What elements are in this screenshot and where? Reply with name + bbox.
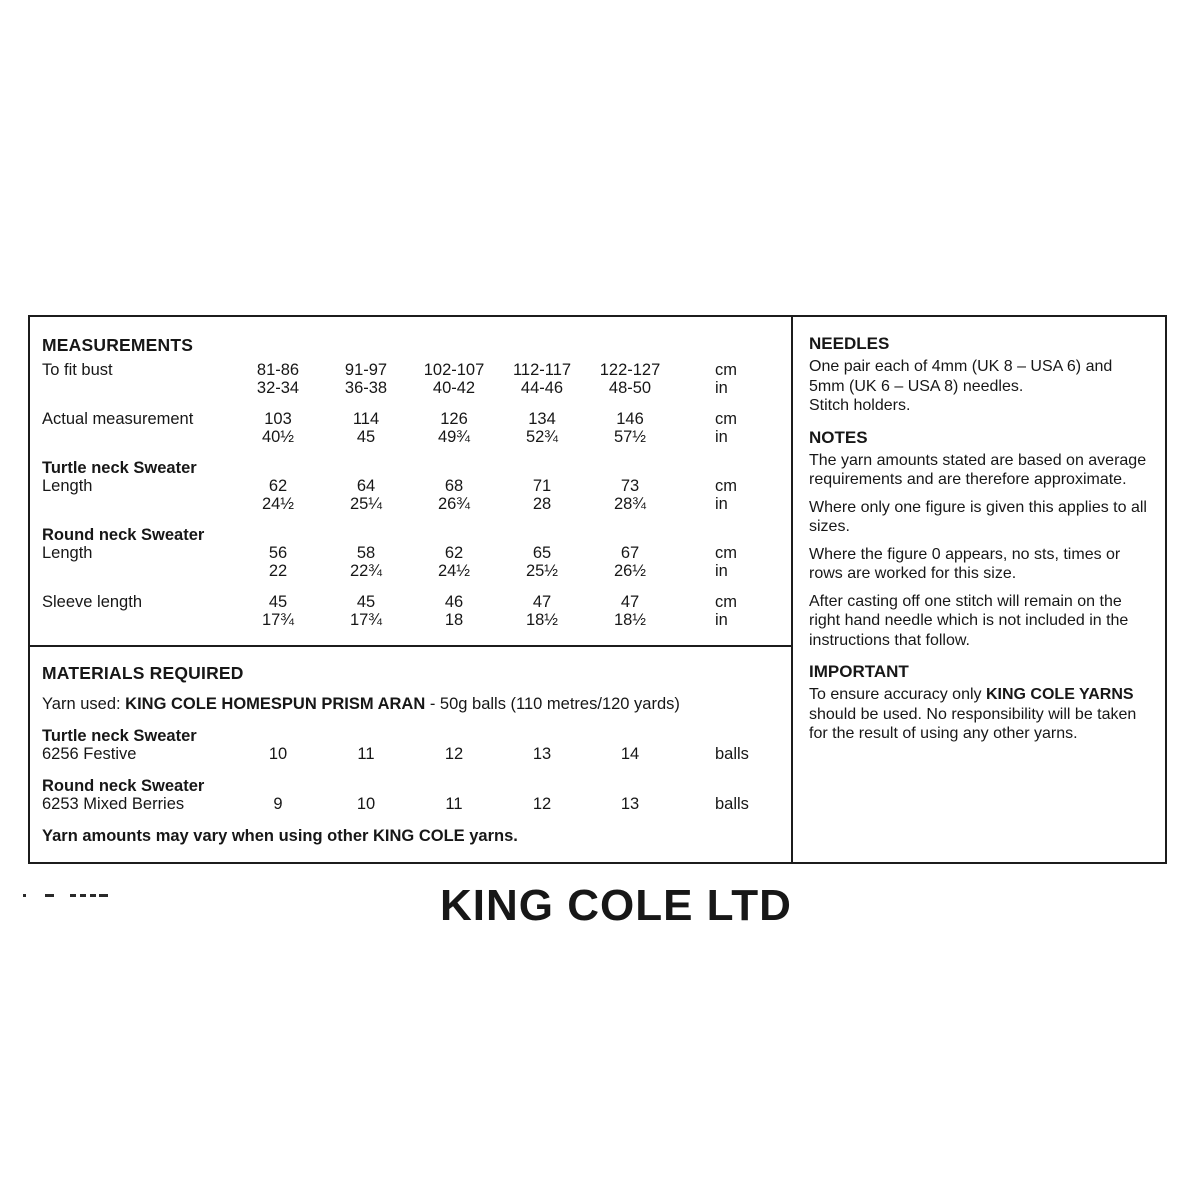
balls-value: 11: [445, 795, 463, 813]
size-value: 57½: [613, 428, 647, 446]
size-value: 45: [356, 428, 376, 446]
size-value: 65: [532, 544, 552, 562]
size-value: 28¾: [613, 495, 647, 513]
right-column: [793, 317, 1165, 862]
item-group-label: Round neck Sweater: [42, 777, 205, 795]
size-value: 45: [356, 593, 376, 611]
row-group-label: Round neck Sweater: [42, 526, 205, 544]
row-label: To fit bust: [42, 361, 113, 379]
size-value: 62: [268, 477, 288, 495]
materials-section: [30, 647, 791, 862]
balls-value: 10: [356, 795, 376, 813]
yarn-used-suffix: - 50g balls (110 metres/120 yards): [425, 695, 680, 713]
balls-value: 10: [268, 745, 288, 763]
info-box: [28, 315, 1167, 864]
important-title: IMPORTANT: [809, 662, 909, 681]
size-value: 40½: [261, 428, 295, 446]
left-column: [30, 317, 793, 862]
size-value: 68: [444, 477, 464, 495]
size-value: 45: [268, 593, 288, 611]
yarn-used-line: [42, 695, 791, 713]
balls-value: 13: [532, 745, 552, 763]
size-value: 25½: [525, 562, 559, 580]
size-value: 67: [620, 544, 640, 562]
size-value: 22¾: [349, 562, 383, 580]
size-value: 56: [268, 544, 288, 562]
size-value: 73: [620, 477, 640, 495]
yarn-name: KING COLE HOMESPUN PRISM ARAN: [125, 695, 426, 713]
notes-paragraph: After casting off one stitch will remain on the right hand needle which is not included in the instructions that follow.: [809, 592, 1129, 649]
size-value: 47: [620, 593, 640, 611]
row-label: Length: [42, 477, 93, 495]
item-group-label: Turtle neck Sweater: [42, 727, 197, 745]
row-label: Length: [42, 544, 93, 562]
unit-in: in: [715, 379, 728, 397]
unit-balls: balls: [715, 795, 749, 813]
size-value: 46: [444, 593, 464, 611]
measurements-section: [30, 317, 791, 647]
measurement-row-to-fit-bust: [42, 361, 791, 397]
unit-in: in: [715, 495, 728, 513]
important-paragraph: To ensure accuracy only KING COLE YARNS should be used. No responsibility will be taken for the result of using any other yarns.: [809, 686, 1137, 742]
size-value: 17¾: [261, 611, 295, 629]
size-value: 122-127: [599, 361, 661, 379]
unit-cm: cm: [715, 593, 737, 611]
unit-cm: cm: [715, 361, 737, 379]
size-value: 47: [532, 593, 552, 611]
size-value: 24½: [261, 495, 295, 513]
size-value: 28: [532, 495, 552, 513]
row-label: Sleeve length: [42, 593, 142, 611]
size-value: 40-42: [432, 379, 476, 397]
size-value: 102-107: [423, 361, 485, 379]
measurement-row-turtle-length: [42, 459, 791, 513]
size-value: 112-117: [512, 361, 572, 379]
balls-value: 12: [444, 745, 464, 763]
shade-label: 6256 Festive: [42, 745, 137, 763]
size-value: 18½: [525, 611, 559, 629]
needles-text: One pair each of 4mm (UK 8 – USA 6) and 5mm (UK 6 – USA 8) needles.: [809, 358, 1113, 395]
yarn-used-prefix: Yarn used:: [42, 695, 126, 713]
balls-value: 9: [273, 795, 283, 813]
size-value: 25¼: [349, 495, 383, 513]
size-value: 114: [352, 410, 380, 428]
size-value: 71: [532, 477, 552, 495]
balls-value: 12: [532, 795, 552, 813]
important-brand-text: KING COLE YARNS: [985, 686, 1134, 703]
materials-item-round: [42, 777, 791, 813]
unit-cm: cm: [715, 544, 737, 562]
size-value: 44-46: [520, 379, 564, 397]
size-value: 64: [356, 477, 376, 495]
notes-paragraph: Where only one figure is given this applies to all sizes.: [809, 498, 1147, 535]
row-label: Actual measurement: [42, 410, 194, 428]
balls-value: 14: [620, 745, 640, 763]
size-value: 52¾: [525, 428, 559, 446]
measurement-row-sleeve: [42, 593, 791, 629]
size-value: 18½: [613, 611, 647, 629]
unit-cm: cm: [715, 410, 737, 428]
balls-value: 11: [357, 745, 375, 763]
notes-paragraph: The yarn amounts stated are based on average requirements and are therefore approximate.: [809, 451, 1147, 488]
size-value: 62: [444, 544, 464, 562]
size-value: 103: [264, 410, 292, 428]
yarn-variance-note: Yarn amounts may vary when using other KING COLE yarns.: [42, 827, 518, 845]
footer-left-fragment: [22, 894, 222, 899]
footer-brand-clipped: KING COLE LTD: [440, 881, 792, 930]
unit-balls: balls: [715, 745, 749, 763]
balls-value: 13: [620, 795, 640, 813]
stitch-holders-text: Stitch holders.: [809, 397, 911, 414]
notes-title: NOTES: [809, 427, 868, 447]
notes-paragraph: Where the figure 0 appears, no sts, times or rows are worked for this size.: [809, 545, 1121, 582]
size-value: 26¾: [437, 495, 471, 513]
measurement-row-round-length: [42, 526, 791, 580]
size-value: 24½: [437, 562, 471, 580]
size-value: 49¾: [437, 428, 471, 446]
size-value: 17¾: [349, 611, 383, 629]
size-value: 134: [528, 410, 556, 428]
measurements-title: MEASUREMENTS: [42, 335, 194, 355]
shade-label: 6253 Mixed Berries: [42, 795, 185, 813]
size-value: 18: [444, 611, 464, 629]
materials-title: MATERIALS REQUIRED: [42, 663, 244, 683]
size-value: 36-38: [344, 379, 388, 397]
unit-cm: cm: [715, 477, 737, 495]
unit-in: in: [715, 562, 728, 580]
size-value: 81-86: [256, 361, 300, 379]
size-value: 58: [356, 544, 376, 562]
materials-item-turtle: [42, 727, 791, 763]
size-value: 26½: [613, 562, 647, 580]
measurement-row-actual: [42, 410, 791, 446]
size-value: 32-34: [256, 379, 300, 397]
unit-in: in: [715, 428, 728, 446]
size-value: 126: [440, 410, 468, 428]
unit-in: in: [715, 611, 728, 629]
size-value: 146: [616, 410, 644, 428]
row-group-label: Turtle neck Sweater: [42, 459, 197, 477]
size-value: 22: [268, 562, 288, 580]
needles-title: NEEDLES: [809, 334, 890, 353]
size-value: 48-50: [608, 379, 652, 397]
size-value: 91-97: [344, 361, 388, 379]
